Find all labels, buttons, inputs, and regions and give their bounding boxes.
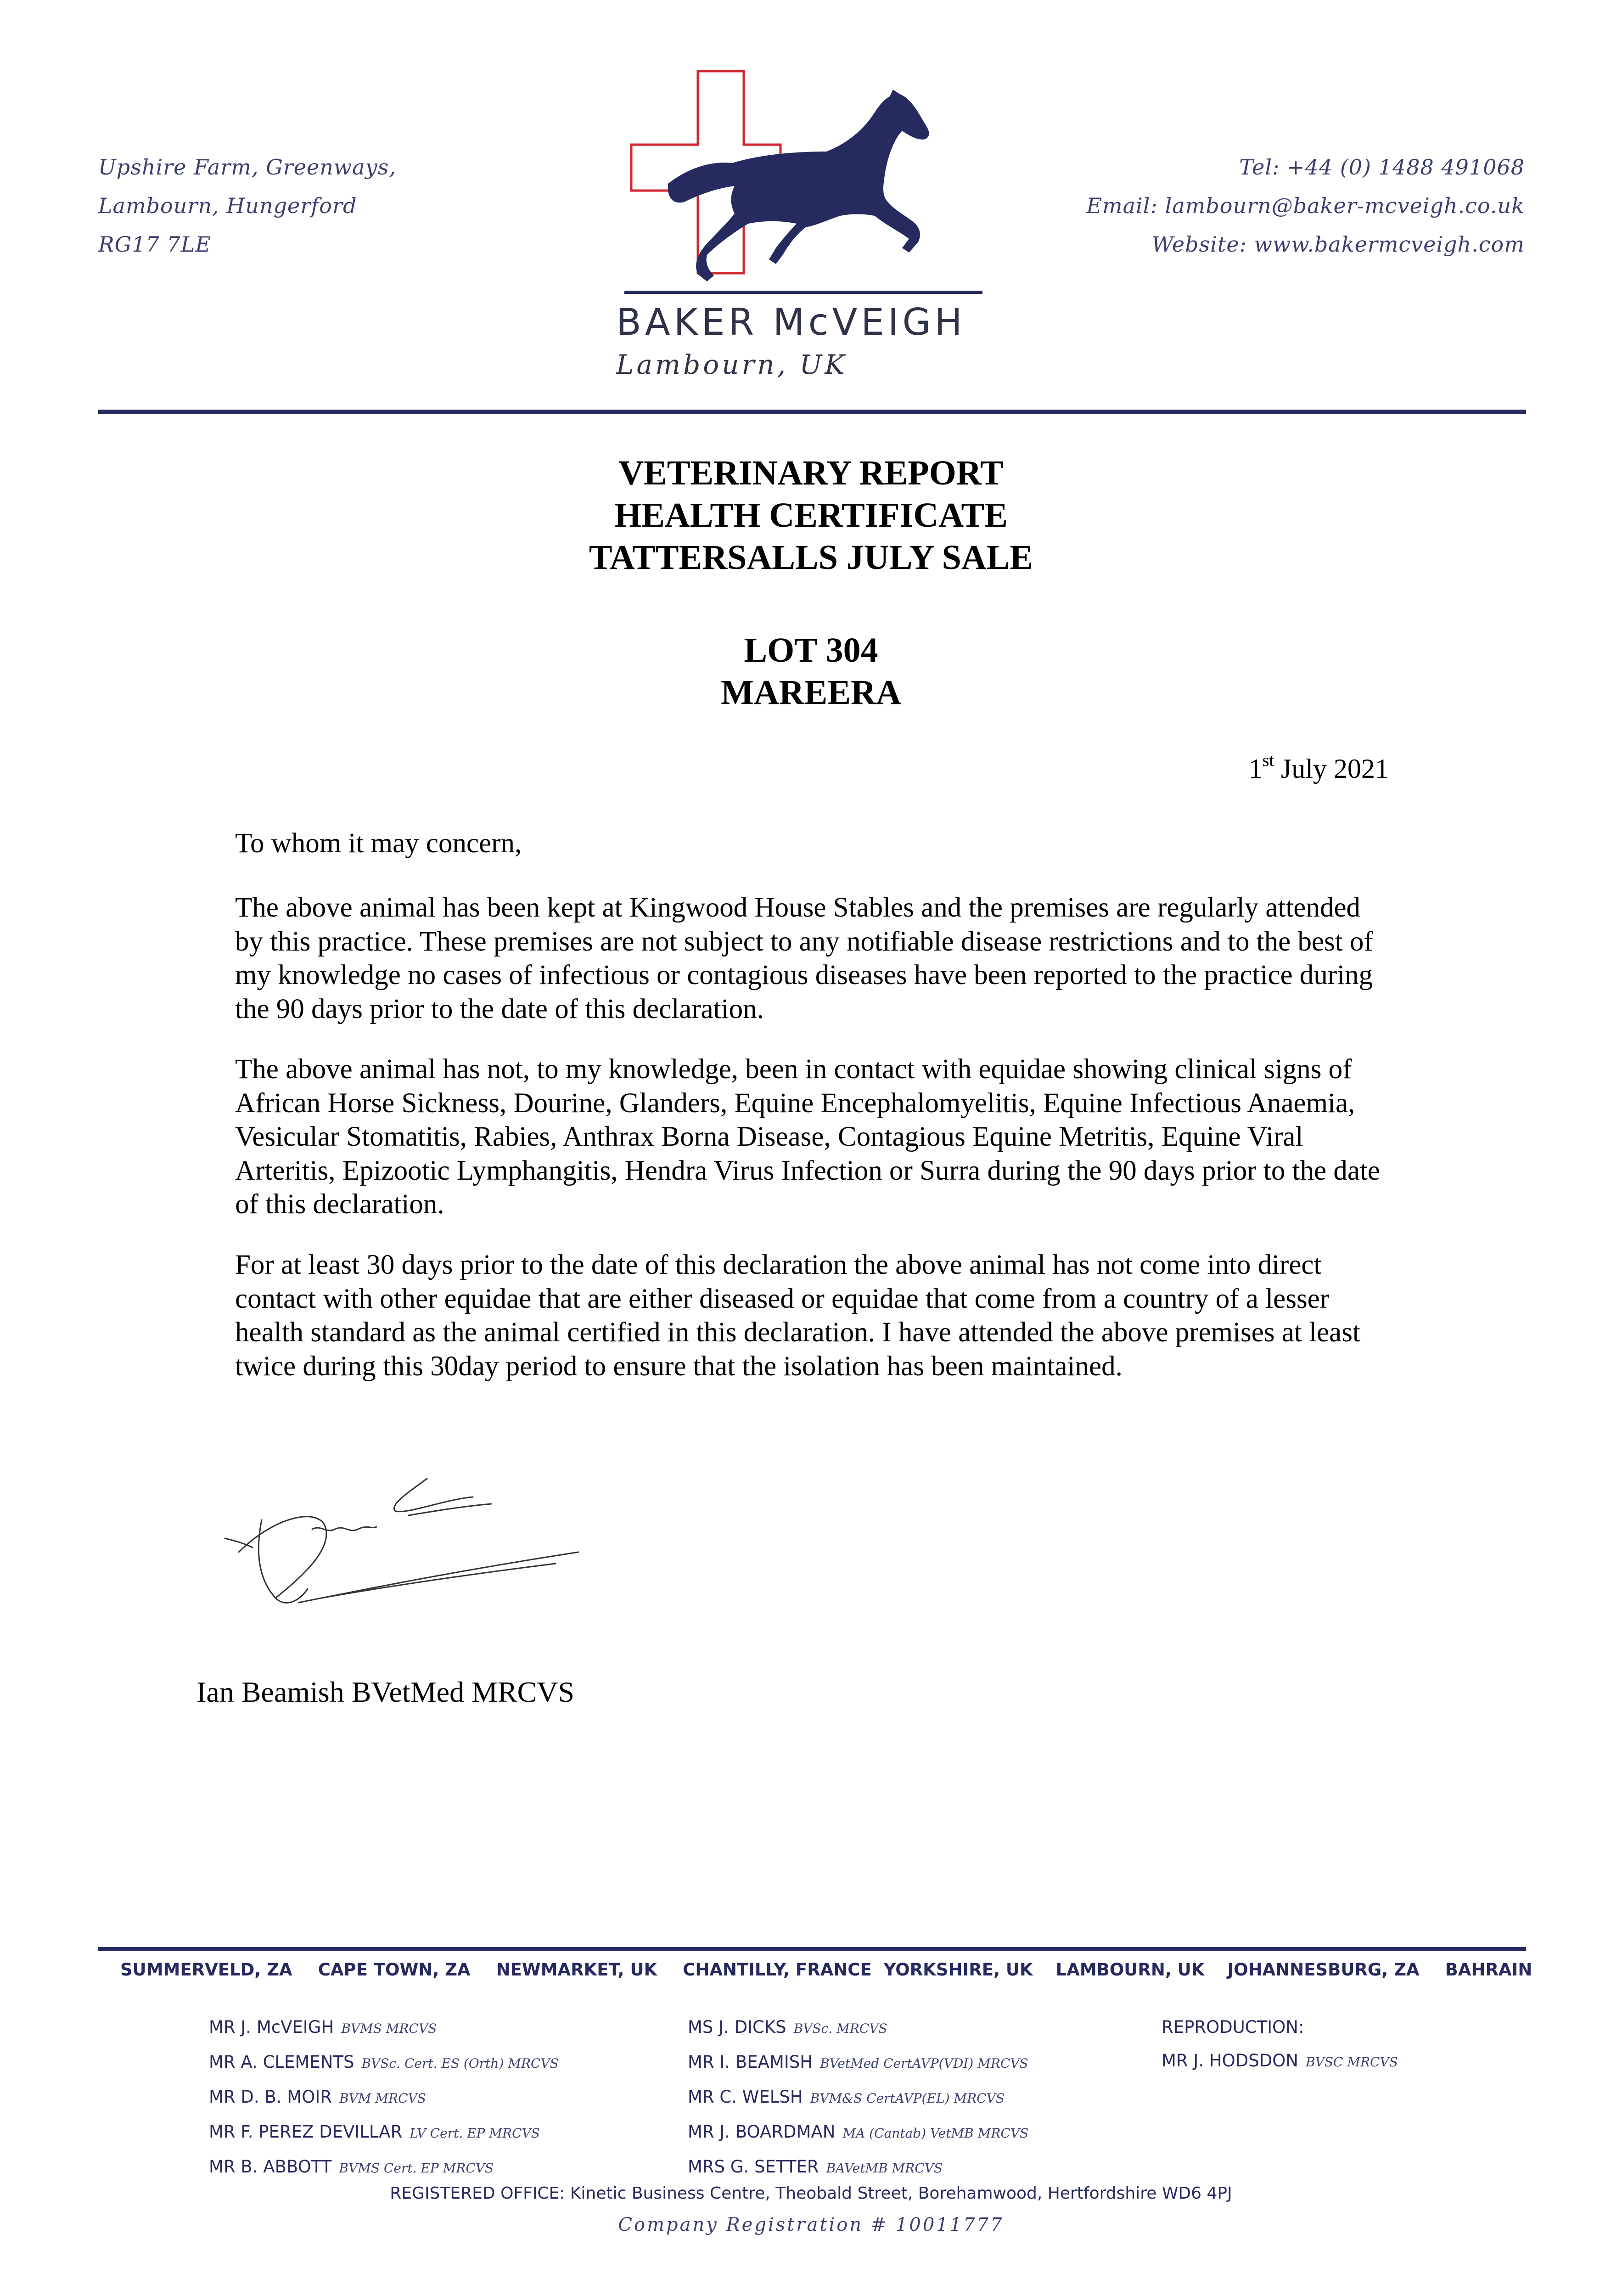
horse-name: MAREERA: [721, 673, 901, 712]
salutation-text: To whom it may concern,: [235, 828, 522, 859]
staff-qualification: BVM&S CertAVP(EL) MRCVS: [810, 2091, 1005, 2106]
report-title: [0, 452, 1622, 579]
date-month-year: July 2021: [1274, 754, 1389, 784]
staff-qualification: MA (Cantab) VetMB MRCVS: [842, 2126, 1029, 2141]
staff-entry: [688, 2045, 1028, 2080]
staff-entry: [688, 2115, 1028, 2150]
office-yorkshire: YORKSHIRE, UK: [883, 1960, 1033, 1980]
horse-cross-logo: [624, 62, 992, 301]
office-cape-town: CAPE TOWN, ZA: [318, 1960, 471, 1980]
report-date: [1249, 753, 1389, 785]
lot-number: LOT 304: [744, 631, 878, 670]
address-line: Lambourn, Hungerford: [98, 193, 357, 218]
staff-name: MR I. BEAMISH: [688, 2052, 813, 2072]
staff-name: MR J. McVEIGH: [209, 2017, 334, 2037]
staff-entry: [209, 2080, 559, 2115]
staff-entry: [688, 2080, 1028, 2115]
staff-name: MS J. DICKS: [688, 2017, 786, 2037]
title-line: VETERINARY REPORT: [618, 454, 1004, 492]
staff-entry: [209, 2115, 559, 2150]
paragraph-isolation: [235, 1248, 1392, 1383]
date-suffix: st: [1262, 751, 1274, 770]
horse-icon: [668, 90, 929, 281]
contact-phone: Tel: +44 (0) 1488 491068: [1239, 155, 1525, 180]
staff-qualification: BVSC MRCVS: [1306, 2054, 1398, 2070]
staff-qualification: BVMS MRCVS: [341, 2021, 437, 2036]
staff-name: MR C. WELSH: [688, 2087, 803, 2107]
staff-qualification: BVMS Cert. EP MRCVS: [339, 2161, 494, 2176]
office-lambourn: LAMBOURN, UK: [1055, 1960, 1205, 1980]
paragraph-contact: [235, 1052, 1392, 1221]
paragraph-text: The above animal has been kept at Kingwood House Stables and the premises are regularly attended by this practice. These premises are not subject to any notifiable disease restrictions and to the best of my knowledge no cases of infectious or contagious diseases have been reported to the practice during the 90 days prior to the date of this declaration.: [235, 892, 1373, 1024]
lot-heading: [0, 629, 1622, 714]
date-day: 1: [1248, 754, 1263, 784]
title-line: TATTERSALLS JULY SALE: [589, 538, 1033, 577]
contact-block: [1086, 148, 1525, 264]
staff-qualification: BAVetMB MRCVS: [826, 2161, 943, 2176]
signature-image: [207, 1460, 597, 1626]
company-registration: Company Registration # 10011777: [618, 2214, 1004, 2235]
staff-column-2: [688, 2010, 1028, 2185]
staff-name: MR B. ABBOTT: [209, 2157, 332, 2177]
paragraph-premises: [235, 891, 1392, 1026]
office-summerveld: SUMMERVELD, ZA: [120, 1960, 292, 1980]
office-newmarket: NEWMARKET, UK: [496, 1960, 657, 1980]
staff-entry: [209, 2150, 559, 2185]
address-line: Upshire Farm, Greenways,: [98, 155, 396, 180]
salutation: [235, 827, 1392, 861]
staff-qualification: LV Cert. EP MRCVS: [410, 2126, 540, 2141]
paragraph-text: The above animal has not, to my knowledge, been in contact with equidae showing clinical signs of African Horse Sickness, Dourine, Glanders, Equine Encephalomyelitis, Equine Infectious Anaemia, Vesicular Stomatitis, Rabies, Anthrax Borna Disease, Contagious Equine Metritis, Equine Viral Arteritis, Epizootic Lymphangitis, Hendra Virus Infection or Surra during the 90 days prior to the date of this declaration.: [235, 1054, 1380, 1220]
office-locations: [120, 1960, 1532, 1980]
staff-name: MR F. PEREZ DEVILLAR: [209, 2122, 403, 2142]
contact-website: Website: www.bakermcveigh.com: [1151, 232, 1525, 257]
address-line: RG17 7LE: [98, 232, 211, 257]
registered-office: REGISTERED OFFICE: Kinetic Business Centre, Theobald Street, Borehamwood, Hertfordshire WD6 4PJ: [390, 2184, 1232, 2203]
staff-entry: [1162, 2044, 1398, 2079]
brand-name: BAKER McVEIGH: [616, 301, 966, 343]
paragraph-text: For at least 30 days prior to the date of this declaration the above animal has not come into direct contact with other equidae that are either diseased or equidae that come from a country of a lesser health standard as the animal certified in this declaration. I have attended the above premises at least twice during this 30day period to ensure that the isolation has been maintained.: [235, 1249, 1360, 1382]
staff-qualification: BVSc. Cert. ES (Orth) MRCVS: [361, 2056, 559, 2071]
footer-divider: [98, 1947, 1526, 1951]
staff-entry: [209, 2045, 559, 2080]
staff-name: MR D. B. MOIR: [209, 2087, 332, 2107]
signer-name: Ian Beamish BVetMed MRCVS: [196, 1676, 575, 1708]
staff-name: MR J. BOARDMAN: [688, 2122, 836, 2142]
office-bahrain: BAHRAIN: [1445, 1960, 1532, 1980]
address-block: [98, 148, 396, 264]
office-johannesburg: JOHANNESBURG, ZA: [1227, 1960, 1420, 1980]
staff-column-reproduction: [1162, 2010, 1398, 2079]
header-divider: [98, 410, 1526, 414]
office-chantilly: CHANTILLY, FRANCE: [683, 1960, 872, 1980]
staff-qualification: BVetMed CertAVP(VDI) MRCVS: [820, 2056, 1028, 2071]
staff-name: MR A. CLEMENTS: [209, 2052, 354, 2072]
staff-entry: [688, 2010, 1028, 2045]
staff-qualification: BVSc. MRCVS: [793, 2021, 887, 2036]
staff-qualification: BVM MRCVS: [339, 2091, 426, 2106]
reproduction-label: REPRODUCTION:: [1162, 2017, 1304, 2037]
brand-location: Lambourn, UK: [616, 349, 847, 380]
staff-name: MRS G. SETTER: [688, 2157, 819, 2177]
contact-email: Email: lambourn@baker-mcveigh.co.uk: [1086, 193, 1525, 218]
staff-entry: [209, 2010, 559, 2045]
staff-name: MR J. HODSDON: [1162, 2051, 1299, 2071]
staff-entry: [688, 2150, 1028, 2185]
staff-column-1: [209, 2010, 559, 2185]
title-line: HEALTH CERTIFICATE: [614, 496, 1008, 535]
